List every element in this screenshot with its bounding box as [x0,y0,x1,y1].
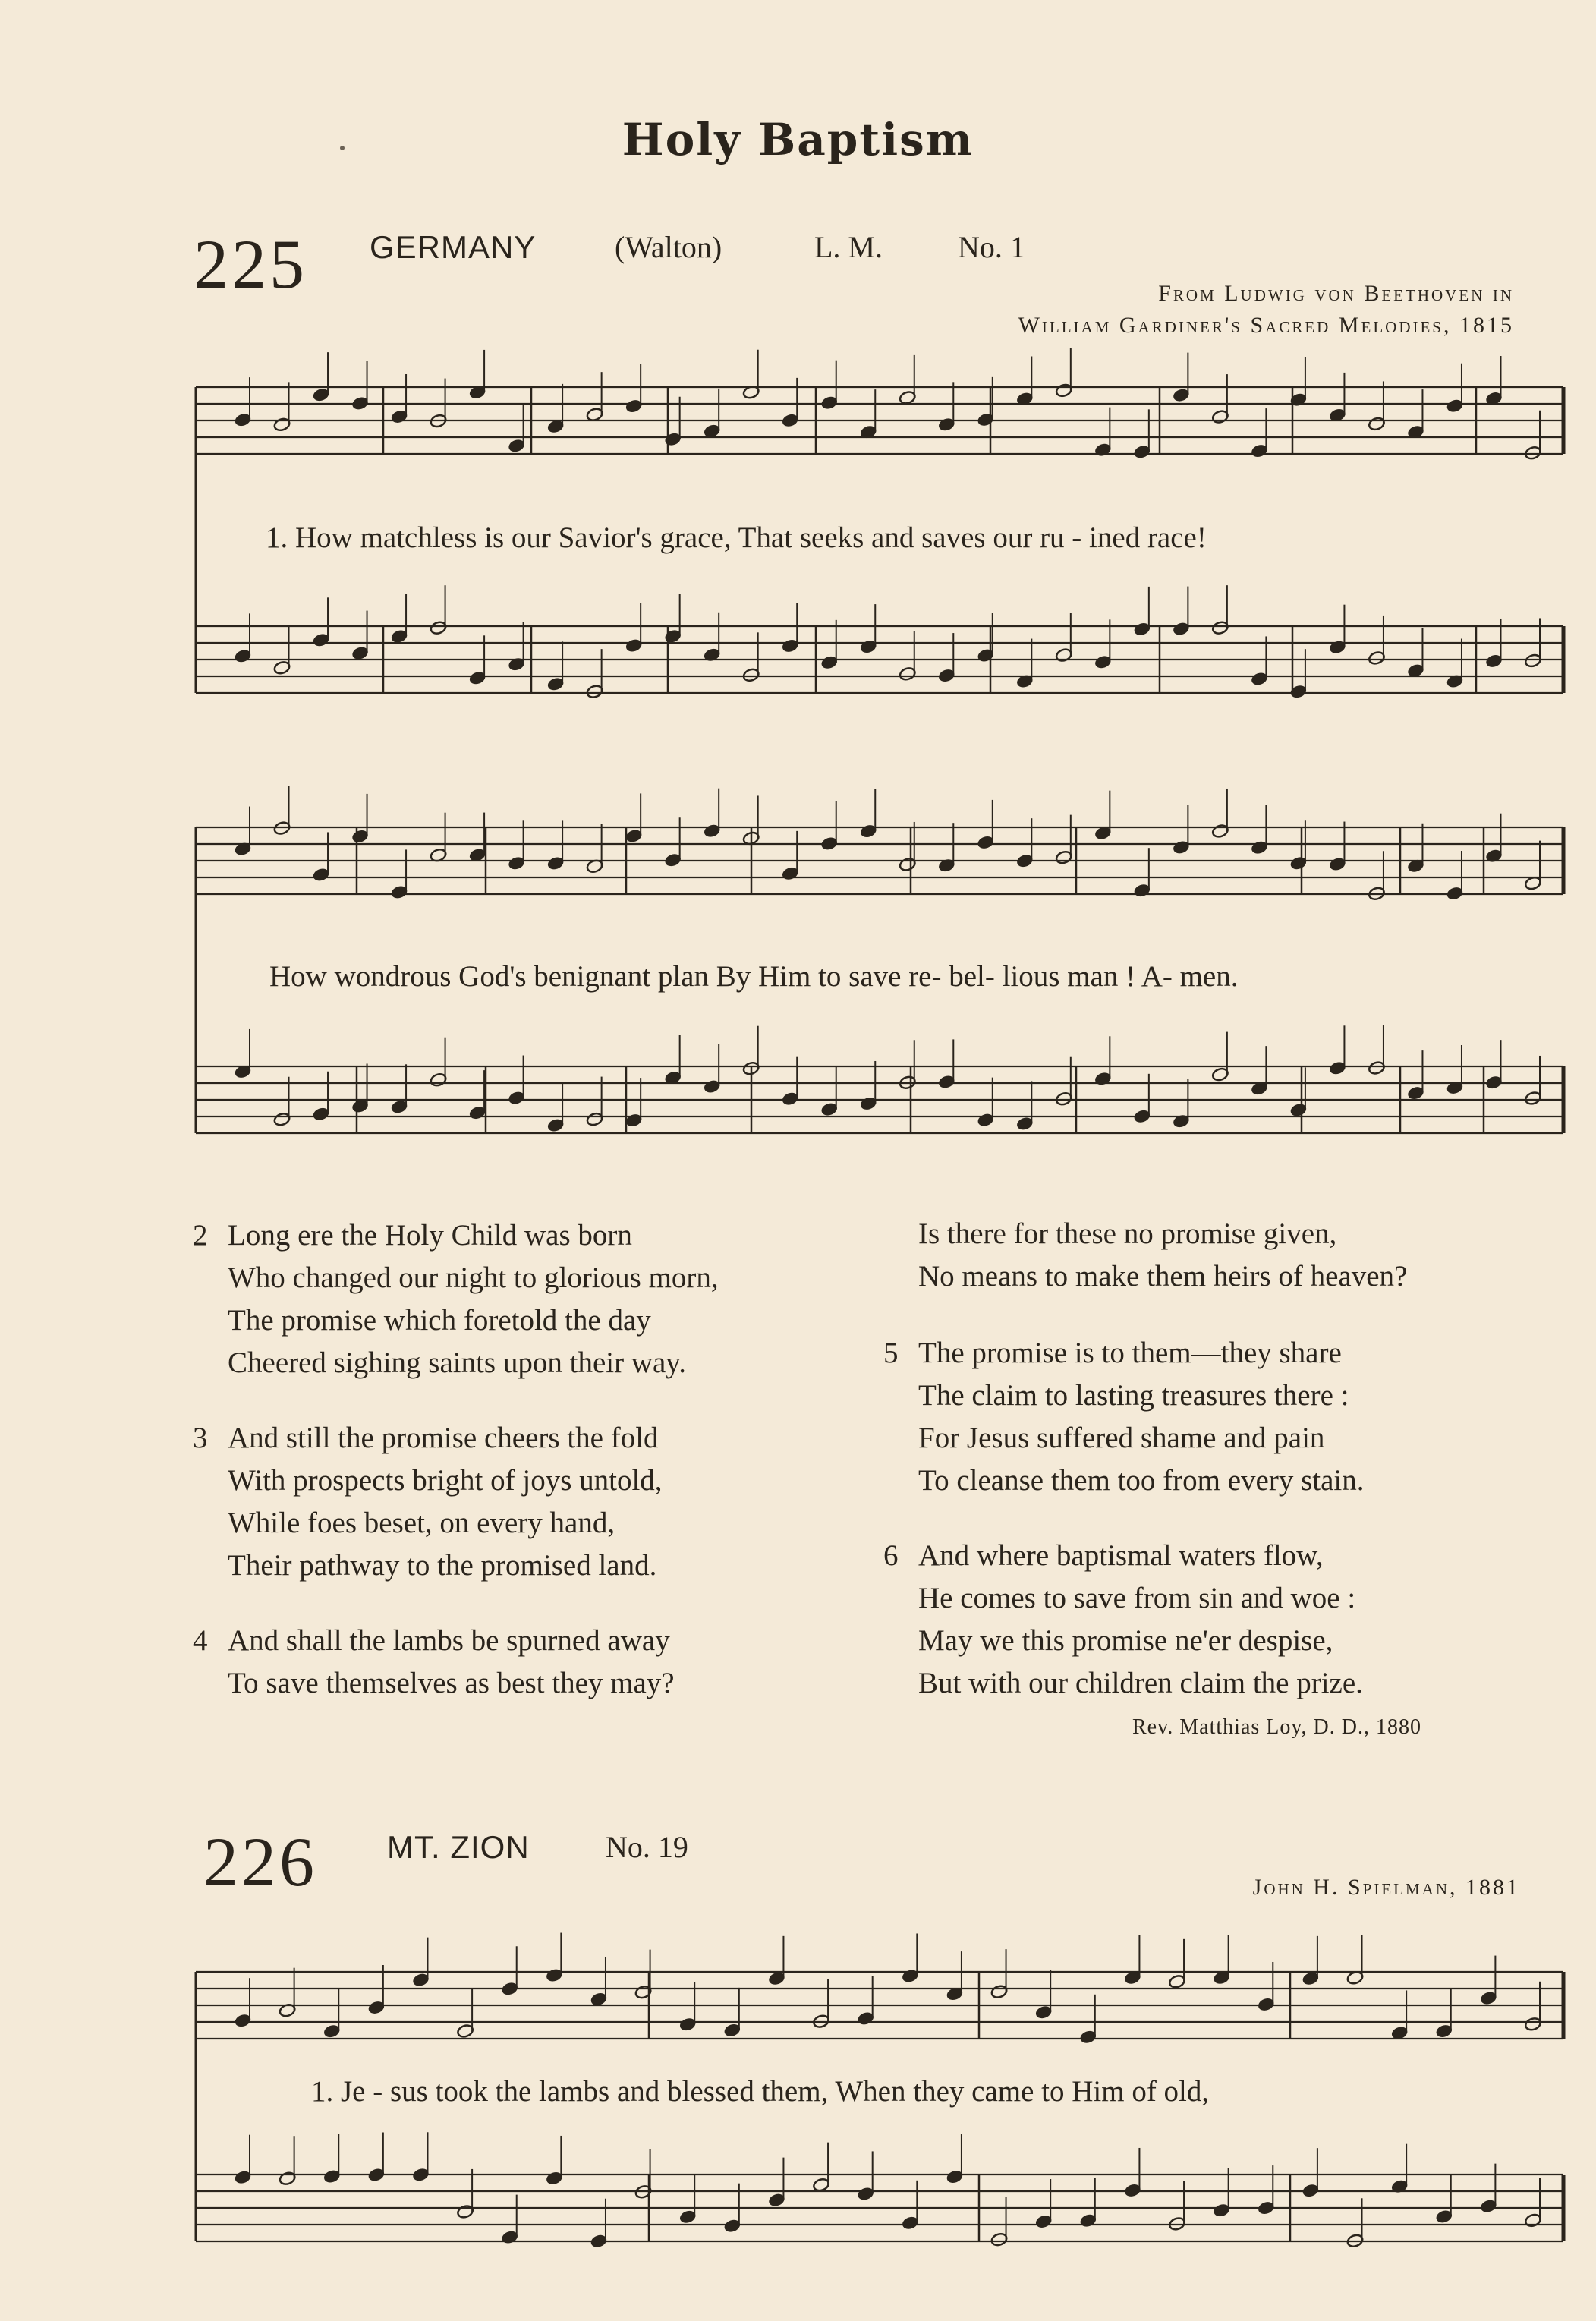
verse-2: 2 Long ere the Holy Child was born Who changed our night to glorious morn, The promise which foretold the day Cheered sighing saints upon their way. [193,1219,719,1379]
verse-3: 3 And still the promise cheers the fold With prospects bright of joys untold, While foes beset, on every hand, Their pathway to the promised land. [193,1422,663,1582]
hymn-number: 226 [203,1823,317,1901]
tune-number: No. 19 [606,1830,688,1864]
section-title: Holy Baptism [622,114,974,165]
verse-6: 6 And where baptismal waters flow, He comes to save from sin and woe : May we this promise ne'er despise, But with our children claim the prize. [883,1539,1363,1699]
tune-alt-name: (Walton) [615,230,722,264]
tune-name: GERMANY [370,229,537,265]
tune-name: MT. ZION [387,1829,530,1865]
lyric-line: 1. How matchless is our Savior's grace, That seeks and saves our ru - ined race! [266,521,1207,554]
verse-4-continued: Is there for these no promise given, No means to make them heirs of heaven? [918,1217,1408,1293]
text-author: Rev. Matthias Loy, D. D., 1880 [1132,1715,1421,1739]
hymn-number: 225 [194,225,307,303]
composer-attribution: From Ludwig von Beethoven in [1158,281,1514,306]
composer-source: William Gardiner's Sacred Melodies, 1815 [1018,313,1514,338]
meter: L. M. [814,230,883,264]
composer-attribution: John H. Spielman, 1881 [1252,1875,1520,1900]
verse-4: 4 And shall the lambs be spurned away To save themselves as best they may? [193,1624,675,1699]
lyric-line: How wondrous God's benignant plan By Him to save re- bel- lious man ! A- men. [269,960,1239,993]
verse-5: 5 The promise is to them—they share The claim to lasting treasures there : For Jesus suffered shame and pain To cleanse them too from every stain. [883,1337,1365,1497]
lyric-line: 1. Je - sus took the lambs and blessed them, When they came to Him of old, [311,2075,1210,2108]
tune-number: No. 1 [958,230,1025,264]
